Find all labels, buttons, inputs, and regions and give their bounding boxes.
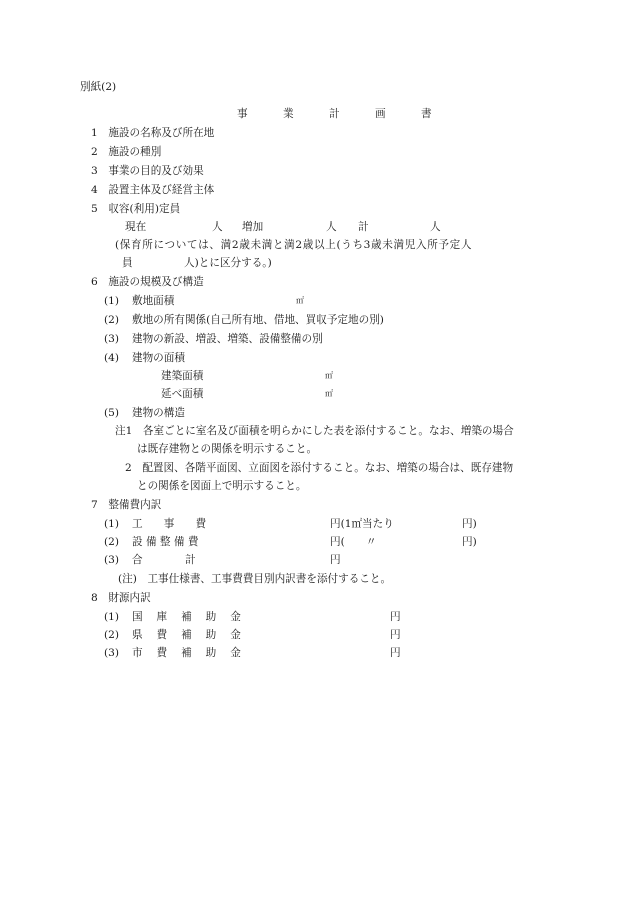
capacity-increase-unit: 人 [326,221,337,233]
section-7-heading: 7 整備費内訳 [91,499,162,511]
section-6-heading: 6 施設の規模及び構造 [91,276,204,288]
section-1-heading: 1 施設の名称及び所在地 [91,127,215,139]
section-4-heading: 4 設置主体及び経営主体 [91,184,215,196]
note-1-line-1: 注1 各室ごとに室名及び面積を明らかにした表を添付すること。なお、増築の場合 [115,425,514,437]
capacity-total-label: 計 [358,221,369,233]
capacity-total-unit: 人 [430,221,441,233]
title-char-4: 画 [375,108,386,120]
capacity-current-unit: 人 [212,221,223,233]
document-page: 別紙(2) 事 業 計 画 書 1 施設の名称及び所在地 2 施設の種別 3 事業の目的及び効果 4 設置主体及び経営主体 5 収容(利用)定員 現在 人 増加 人 計 人 (保育所については、満2歳未満と満2歳以上(うち3歳未満児入所予定人 員 人)とに区分する。) 6 施設の規模及び構造 (1) 敷地面積 ㎡ (2) 敷地の所有関係(自己所有地、借地、買収予定地の別) (3) 建物の新設、増設、増築、設備整備の別 (4) 建物の面積 建築面積 ㎡ 延べ面積 ㎡ (5) 建物の構造 注1 各室ごとに室名及び面積を明らかにした表を添付すること。なお、増築の場合 は既存建物との関係を明示すること。 2 配置図、各階平面図、立面図を添付すること。なお、増築の場合は、既存建物 との関係を図面上で明示すること。 7 整備費内訳 (1) 工 事 費 円(1㎡当たり 円) (2) 設 備 整 備 費 円( 〃 円) (3) 合 計 円 (注) 工事仕様書、工事費費目別内訳書を添付すること。 8 財源内訳 (1) 国 庫 補 助 金 円 (2) 県 費 補 助 金 円 (3) 市 費 補 助 金 円 [80,81,514,659]
page-title [237,107,467,121]
section-8-heading: 8 財源内訳 [91,592,151,604]
title-char-3: 計 [329,108,340,120]
title-char-2: 業 [283,108,294,120]
section-5-heading: 5 収容(利用)定員 [91,203,181,215]
capacity-increase-label: 増加 [242,221,264,233]
note-2-line-2: との関係を図面上で明示すること。 [137,480,307,492]
section-2-heading: 2 施設の種別 [91,146,162,158]
attachment-label: 別紙(2) [80,81,117,93]
section-3-heading: 3 事業の目的及び効果 [91,165,204,177]
title-char-1: 事 [237,108,248,120]
capacity-current-label: 現在 [125,221,147,233]
title-char-5: 書 [421,108,432,120]
note-2-line-1: 2 配置図、各階平面図、立面図を添付すること。なお、増築の場合は、既存建物 [125,462,514,474]
note-1-line-2: は既存建物との関係を明示すること。 [137,443,318,455]
cost-note: (注) 工事仕様書、工事費費目別内訳書を添付すること。 [118,573,392,585]
capacity-note-line-1: (保育所については、満2歳未満と満2歳以上(うち3歳未満児入所予定人 [115,239,473,251]
